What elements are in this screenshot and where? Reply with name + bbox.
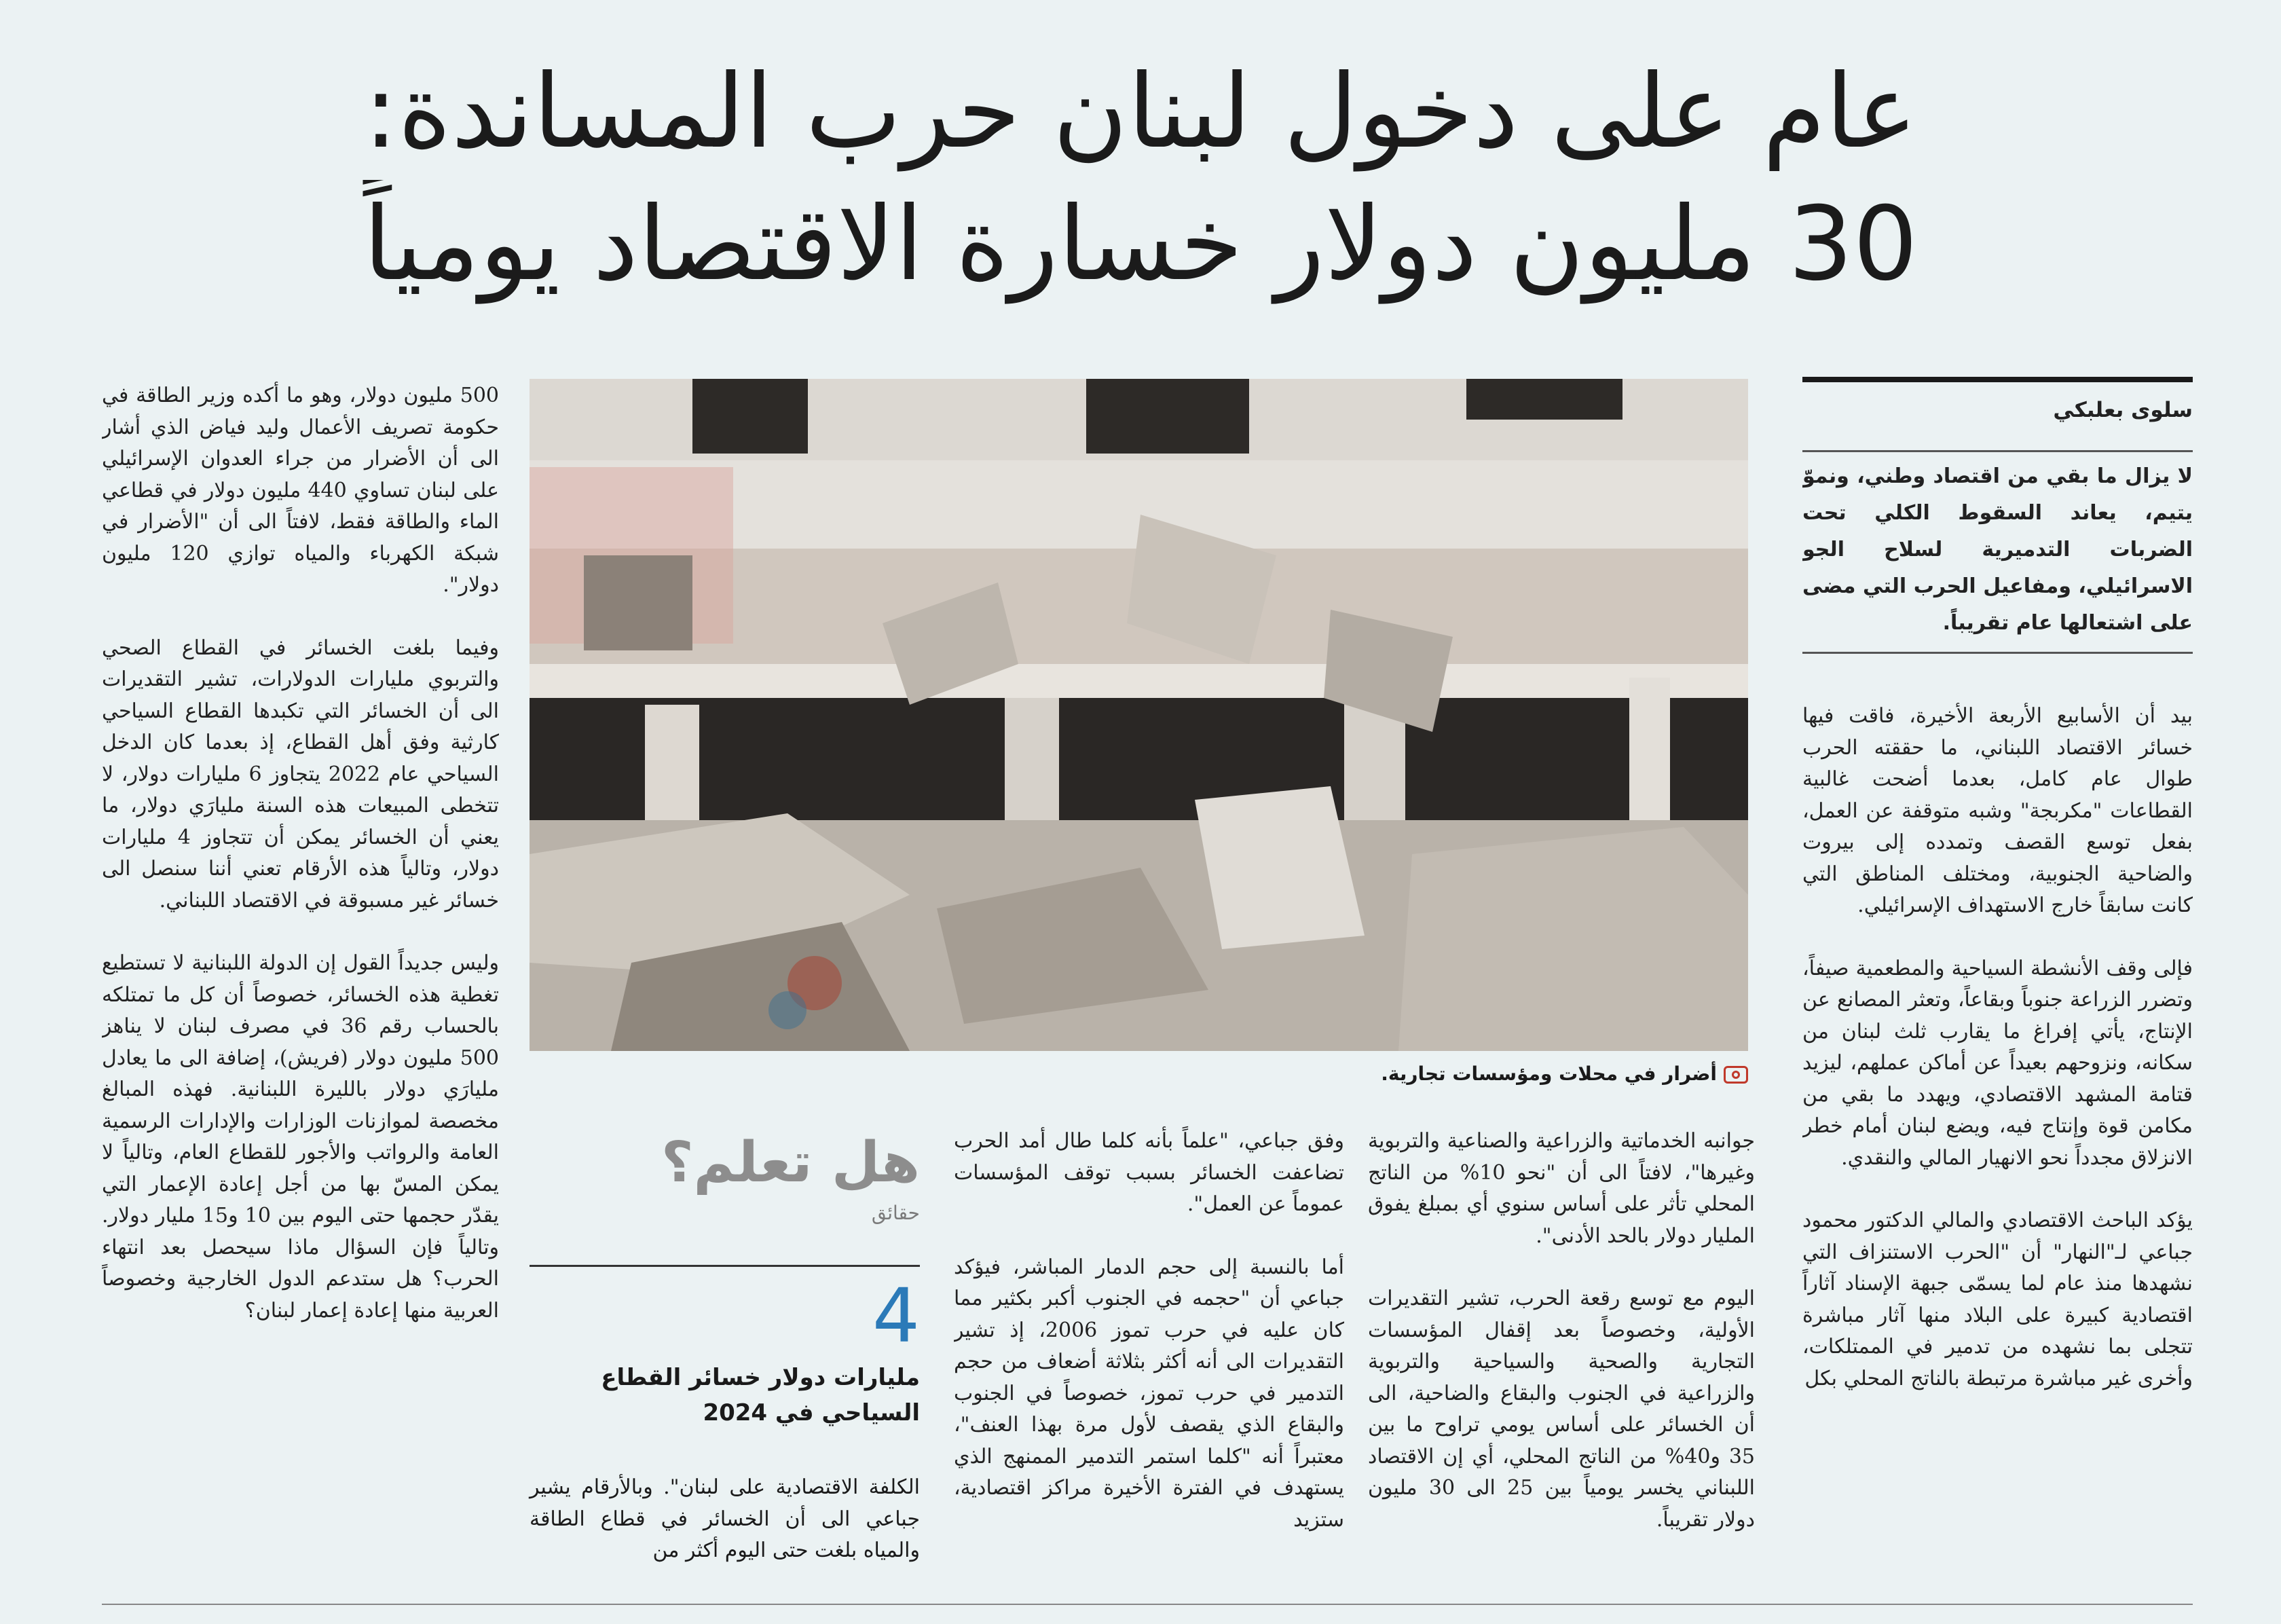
paragraph: 500 مليون دولار، وهو ما أكده وزير الطاقة في حكومة تصريف الأعمال وليد فياض الذي أشار الى أن الأضرار من جراء العدوان الإسرائيلي على لبنان تساوي 440 مليون دولار في قطاعي الماء والطاقة فقط، لافتاً الى أن "الأضرار في شبكة الكهرباء والمياه توازي 120 مليون دولار".	[102, 384, 499, 597]
paragraph: أما بالنسبة إلى حجم الدمار المباشر، فيؤكد جباعي أن "حجمه في الجنوب أكبر بكثير مما كان عليه في حرب تموز 2006، إذ تشير التقديرات الى أنه أكثر بثلاثة أضعاف من حجم التدمير في حرب تموز، خصوصاً في الجنوب والبقاع الذي يقصف لأول مرة بهذا العنف"، معتبراً أنه "كلما استمر التدمير الممنهج الذي يستهدف في الفترة الأخيرة مراكز اقتصادية، ستزيد	[954, 1255, 1344, 1532]
divider	[530, 1265, 920, 1267]
box-subtitle: حقائق	[871, 1202, 920, 1224]
bottom-divider	[102, 1604, 2193, 1605]
headline-line-1: عام على دخول لبنان حرب المساندة:	[363, 53, 1918, 171]
lead-paragraph: لا يزال ما بقي من اقتصاد وطني، ونموّ يتيم، يعاند السقوط الكلي تحت الضربات التدميرية لسلاح الجو الاسرائيلي، ومفاعيل الحرب التي مضى على اشتعالها عام تقريباً.	[1802, 464, 2193, 635]
paragraph: اليوم مع توسع رقعة الحرب، تشير التقديرات الأولية، وخصوصاً بعد إقفال المؤسسات التجارية والصحية والسياحية والتربوية والزراعية في الجنوب والبقاع والضاحية، الى أن الخسائر على أساس يومي تراوح ما بين 35 و40% من الناتج المحلي، أي إن الاقتصاد اللبناني يخسر يومياً بين 25 الى 30 مليون دولار تقريباً.	[1368, 1287, 1755, 1532]
paragraph: وفق جباعي، "علماً بأنه كلما طال أمد الحرب تضاعفت الخسائر بسبب توقف المؤسسات عموماً عن العمل".	[954, 1129, 1344, 1216]
paragraph: يؤكد الباحث الاقتصادي والمالي الدكتور محمود جباعي لـ"النهار" أن "الحرب الاستنزاف التي نشهدها منذ عام لما يسمّى جبهة الإسناد آثاراً اقتصادية كبيرة على البلاد منها آثار مباشرة تتجلى بما نشهده من تدمير في الممتلكات، وأخرى غير مباشرة مرتبطة بالناتج المحلي بكل	[1802, 1208, 2193, 1390]
paragraph: وفيما بلغت الخسائر في القطاع الصحي والتربوي مليارات الدولارات، تشير التقديرات الى أن الخسائر التي تكبدها القطاع السياحي كارثية وفق أهل القطاع، إذ بعدما كان الدخل السياحي عام 2022 يتجاوز 6 مليارات دولار، لا تتخطى المبيعات هذه السنة مليارَي دولار، ما يعني أن الخسائر يمكن أن تتجاوز 4 مليارات دولار، وتالياً هذه الأرقام تعني أننا سنصل الى خسائر غير مسبوقة في الاقتصاد اللبناني.	[102, 635, 499, 912]
middle-column-2	[954, 1126, 1344, 1594]
did-you-know-box	[530, 1126, 920, 1594]
right-column-body	[1802, 701, 2193, 1426]
right-column	[1802, 377, 2193, 1592]
paragraph: بيد أن الأسابيع الأربعة الأخيرة، فاقت فيها خسائر الاقتصاد اللبناني، ما حققته الحرب طوال عام كامل، بعدما أضحت غالبية القطاعات "مكربجة" وشبه متوقفة عن العمل، بفعل توسع القصف وتمدده إلى بيروت والضاحية الجنوبية، ومختلف المناطق التي كانت سابقاً خارج الاستهداف الإسرائيلي.	[1802, 704, 2193, 917]
middle-column-1	[1368, 1126, 1755, 1594]
paragraph: جوانبه الخدماتية والزراعية والصناعية والتربوية وغيرها"، لافتاً الى أن "نحو 10% من الناتج المحلي تأثر على أساس سنوي أي بمبلغ يفوق المليار دولار بالحد الأدنى".	[1368, 1129, 1755, 1248]
author-name: سلوى بعلبكي	[2053, 398, 2193, 422]
camera-icon	[1724, 1066, 1748, 1084]
caption-text: أضرار في محلات ومؤسسات تجارية.	[1381, 1063, 1717, 1085]
divider	[1802, 377, 2193, 382]
box-fact: مليارات دولار خسائر القطاع السياحي في 2024	[601, 1364, 920, 1426]
photo-caption	[1137, 1059, 1748, 1089]
divider	[1802, 450, 2193, 452]
article-photo	[530, 379, 1748, 1051]
paragraph: وليس جديداً القول إن الدولة اللبنانية لا تستطيع تغطية هذه الخسائر، خصوصاً أن كل ما تمتلكه بالحساب رقم 36 في مصرف لبنان لا يناهز 500 مليون دولار (فريش)، إضافة الى ما يعادل مليارَي دولار بالليرة اللبنانية. فهذه المبالغ مخصصة لموازنات الوزارات والإدارات الرسمية العامة والرواتب والأجور للقطاع العام، وتالياً لا يمكن المسّ بها من أجل إعادة الإعمار التي يقدّر حجمها حتى اليوم بين 10 و15 مليار دولار. وتالياً فإن السؤال ماذا سيحصل بعد انتهاء الحرب؟ هل ستدعم الدول الخارجية وخصوصاً العربية منها إعادة إعمار لبنان؟	[102, 951, 499, 1323]
box-title: هل تعلم؟	[661, 1130, 920, 1195]
divider	[1802, 652, 2193, 654]
box-number: 4	[872, 1272, 920, 1359]
box-body-text: الكلفة الاقتصادية على لبنان". وبالأرقام يشير جباعي الى أن الخسائر في قطاع الطاقة والمياه بلغت حتى اليوم أكثر من	[530, 1475, 920, 1562]
headline-line-2: 30 مليون دولار خسارة الاقتصاد يومياً	[363, 185, 1918, 303]
paragraph: فإلى وقف الأنشطة السياحية والمطعمية صيفاً، وتضرر الزراعة جنوباً وبقاعاً، وتعثر المصانع عن الإنتاج، يأتي إفراغ ما يقارب ثلث لبنان من سكانه، ونزوحهم بعيداً عن أماكن عملهم، ليزيد قتامة المشهد الاقتصادي، ويهدد ما بقي من مكامن قوة وإنتاج فيه، ويضع لبنان أمام خطر الانزلاق مجدداً نحو الانهيار المالي والنقدي.	[1802, 956, 2193, 1170]
left-column	[102, 380, 499, 1595]
